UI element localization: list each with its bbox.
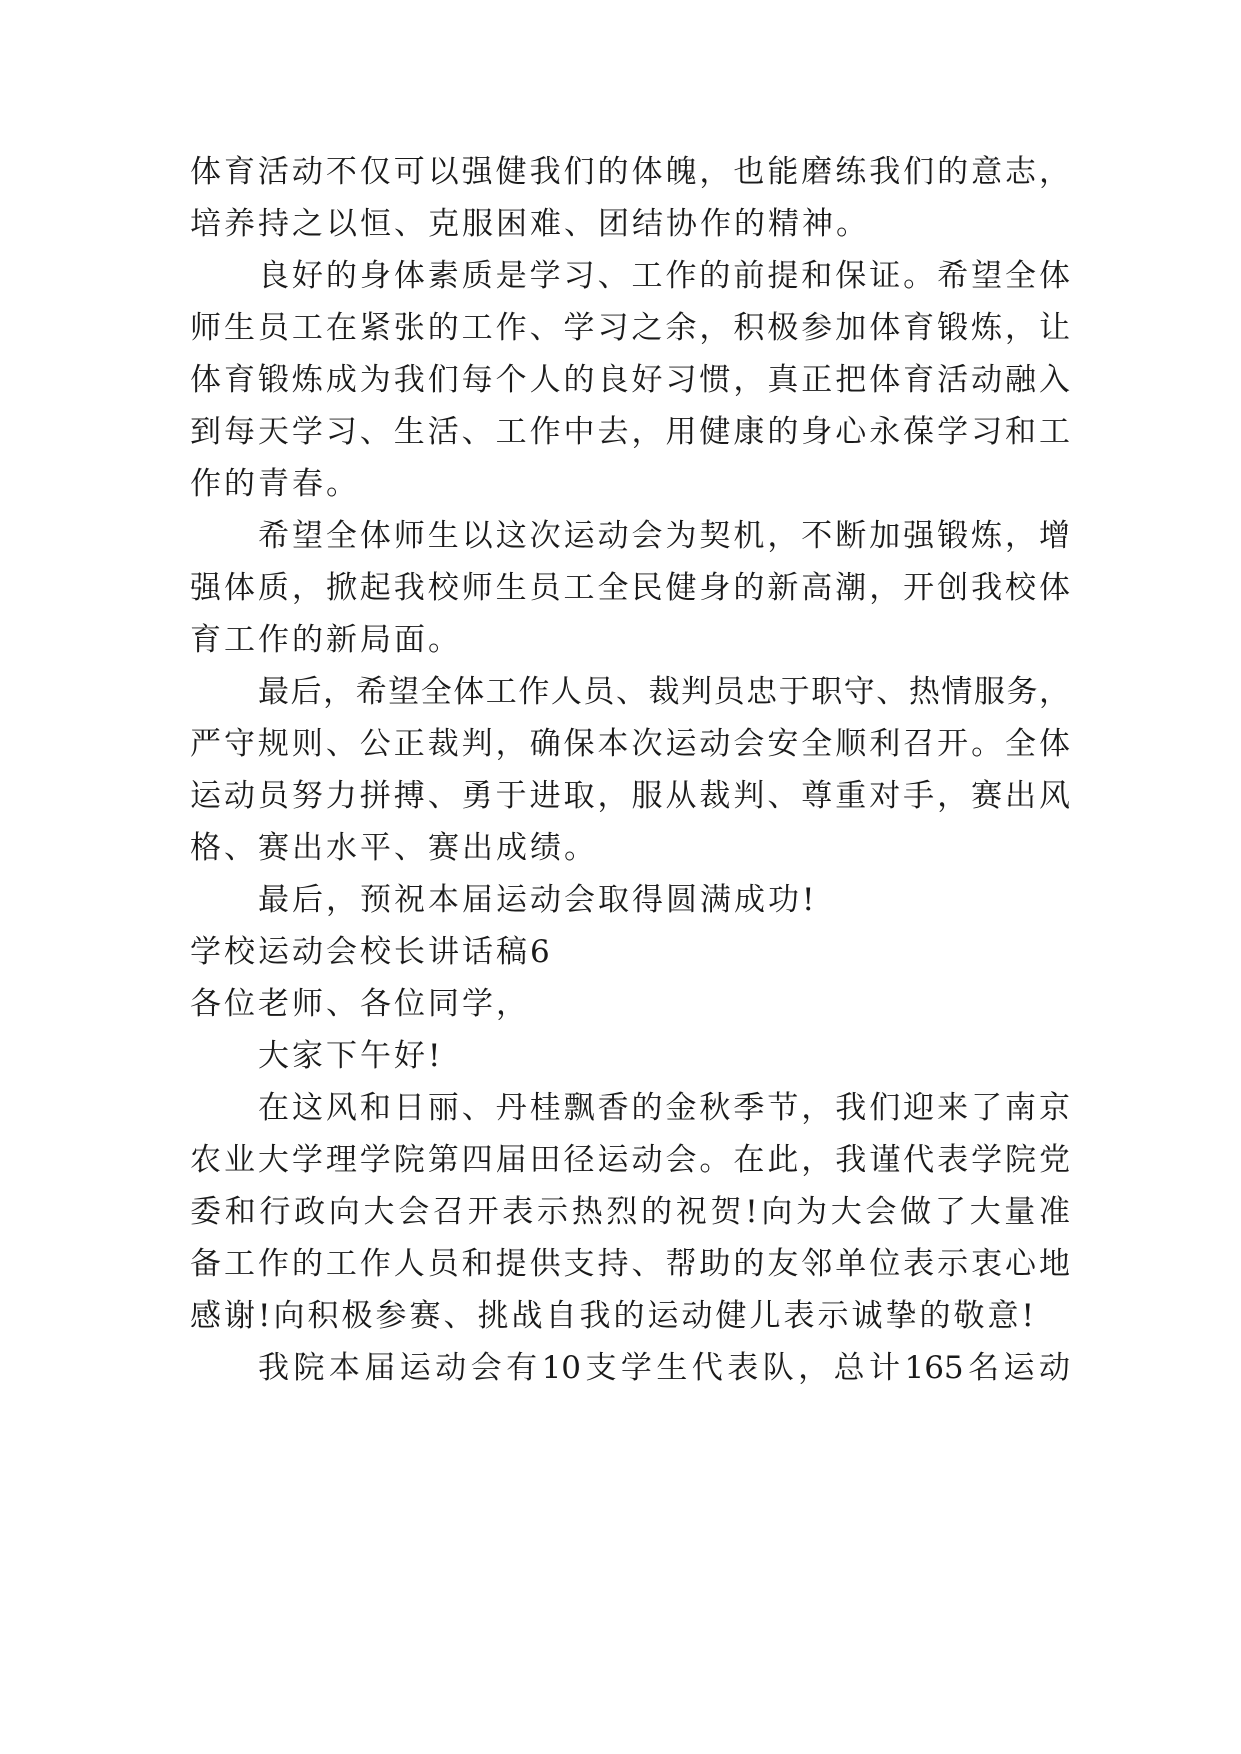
text-line: 委和行政向大会召开表示热烈的祝贺!向为大会做了大量准 (190, 1194, 1070, 1230)
section-title: 学校运动会校长讲话稿6 (190, 934, 553, 970)
salutation: 各位老师、各位同学， (190, 986, 530, 1022)
text-line: 育工作的新局面。 (190, 622, 462, 658)
text-line: 强体质，掀起我校师生员工全民健身的新高潮，开创我校体 (190, 570, 1070, 606)
paragraph-first-line: 在这风和日丽、丹桂飘香的金秋季节，我们迎来了南京 (258, 1090, 1070, 1126)
greeting: 大家下午好! (258, 1038, 444, 1074)
text-line: 培养持之以恒、克服困难、团结协作的精神。 (190, 206, 870, 242)
paragraph-first-line: 良好的身体素质是学习、工作的前提和保证。希望全体 (258, 258, 1070, 294)
text-line: 格、赛出水平、赛出成绩。 (190, 830, 598, 866)
text-line: 体育锻炼成为我们每个人的良好习惯，真正把体育活动融入 (190, 362, 1070, 398)
text-line: 备工作的工作人员和提供支持、帮助的友邻单位表示衷心地 (190, 1246, 1070, 1282)
text-line: 体育活动不仅可以强健我们的体魄，也能磨练我们的意志， (190, 154, 1070, 190)
paragraph-first-line: 最后，预祝本届运动会取得圆满成功! (258, 882, 818, 918)
text-line: 感谢!向积极参赛、挑战自我的运动健儿表示诚挚的敬意! (190, 1298, 1037, 1334)
text-line: 师生员工在紧张的工作、学习之余，积极参加体育锻炼，让 (190, 310, 1070, 346)
paragraph-first-line: 希望全体师生以这次运动会为契机，不断加强锻炼，增 (258, 518, 1070, 554)
text-line: 农业大学理学院第四届田径运动会。在此，我谨代表学院党 (190, 1142, 1070, 1178)
text-line: 到每天学习、生活、工作中去，用健康的身心永葆学习和工 (190, 414, 1070, 450)
paragraph-first-line: 我院本届运动会有10支学生代表队，总计165名运动 (258, 1350, 1070, 1386)
text-line: 严守规则、公正裁判，确保本次运动会安全顺利召开。全体 (190, 726, 1070, 762)
text-line: 作的青春。 (190, 466, 360, 502)
text-line: 运动员努力拼搏、勇于进取，服从裁判、尊重对手，赛出风 (190, 778, 1070, 814)
paragraph-first-line: 最后，希望全体工作人员、裁判员忠于职守、热情服务， (258, 674, 1070, 710)
